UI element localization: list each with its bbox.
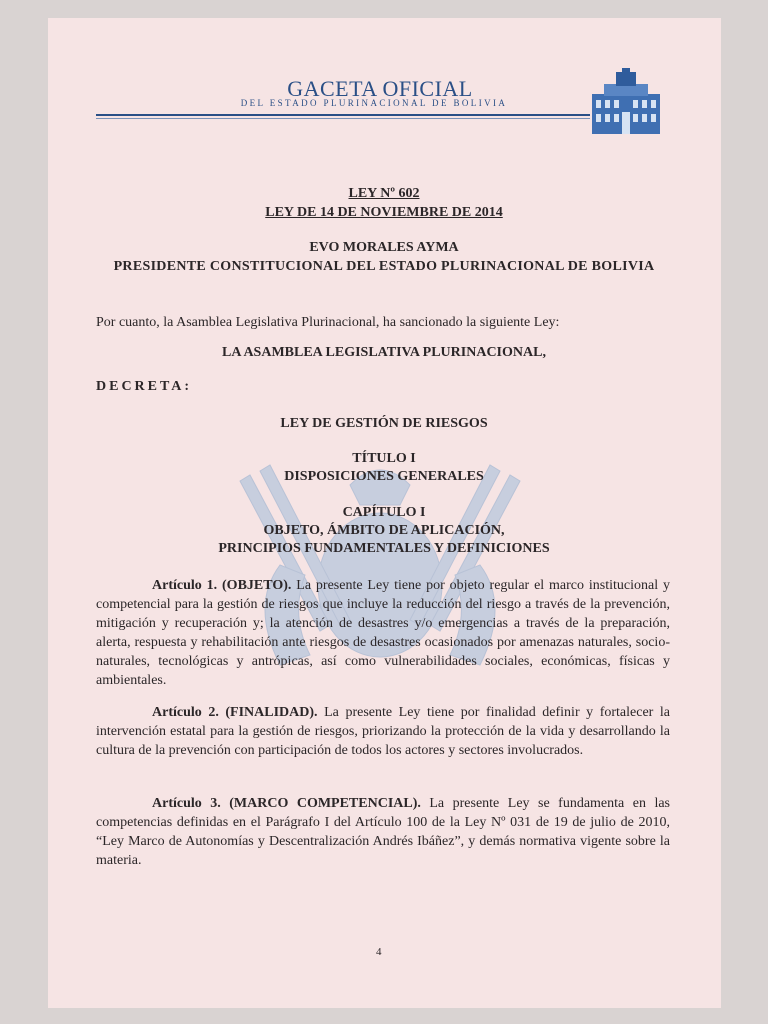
chapter-name-line1: OBJETO, ÁMBITO DE APLICACIÓN,	[263, 523, 505, 538]
decreta-heading: DECRETA:	[96, 379, 193, 394]
title-number: TÍTULO I	[352, 451, 416, 466]
article-1-text: La presente Ley tiene por objeto regular el marco institucional y competencial para la gestión de riesgos que incluye la reducción del riesgo a través de la prevención, mitigación y recuperación y; la atención de desastres y/o emergencias a través de la preparación, alerta, respuesta y rehabilitación ante riesgos de desastres ocasionados por amenazas naturales, socio-naturales, tecnológicas y antrópicas, así como vulnerabilidades sociales, económicas, físicas y ambientales.	[96, 578, 670, 688]
article-1	[96, 576, 670, 690]
law-title: LEY DE GESTIÓN DE RIESGOS	[280, 416, 488, 431]
law-number: LEY Nº 602	[348, 186, 420, 201]
law-date: LEY DE 14 DE NOVIEMBRE DE 2014	[265, 205, 503, 220]
assembly-heading: LA ASAMBLEA LEGISLATIVA PLURINACIONAL,	[222, 345, 546, 360]
article-1-heading: Artículo 1. (OBJETO).	[152, 578, 292, 593]
gazette-title: GACETA OFICIAL	[287, 76, 473, 101]
article-3	[96, 794, 670, 870]
government-building-icon	[590, 68, 662, 138]
article-3-heading: Artículo 3. (MARCO COMPETENCIAL).	[152, 796, 421, 811]
header-rule-thin	[96, 118, 590, 119]
header-rule	[96, 114, 590, 116]
article-3-text: La presente Ley se fundamenta en las competencias definidas en el Parágrafo I del Artículo 100 de la Ley Nº 031 de 19 de julio de 2010, “Ley Marco de Autonomías y Descentralización Andrés Ibáñez”, y demás normativa vigente sobre la materia.	[96, 796, 670, 868]
chapter-name-line2: PRINCIPIOS FUNDAMENTALES Y DEFINICIONES	[218, 541, 550, 556]
president-name: EVO MORALES AYMA	[309, 240, 459, 255]
title-name: DISPOSICIONES GENERALES	[284, 469, 484, 484]
president-title: PRESIDENTE CONSTITUCIONAL DEL ESTADO PLURINACIONAL DE BOLIVIA	[113, 259, 655, 274]
article-2-text: La presente Ley tiene por finalidad definir y fortalecer la intervención estatal para la gestión de riesgos, priorizando la protección de la vida y desarrollando la cultura de la prevención con participación de todos los actores y sectores involucrados.	[96, 705, 671, 758]
chapter-number: CAPÍTULO I	[342, 505, 426, 520]
page-number: 4	[376, 946, 382, 958]
article-2	[96, 703, 670, 760]
gazette-subtitle: DEL ESTADO PLURINACIONAL DE BOLIVIA	[240, 98, 508, 108]
preamble: Por cuanto, la Asamblea Legislativa Plurinacional, ha sancionado la siguiente Ley:	[96, 315, 560, 330]
article-2-heading: Artículo 2. (FINALIDAD).	[152, 705, 318, 720]
